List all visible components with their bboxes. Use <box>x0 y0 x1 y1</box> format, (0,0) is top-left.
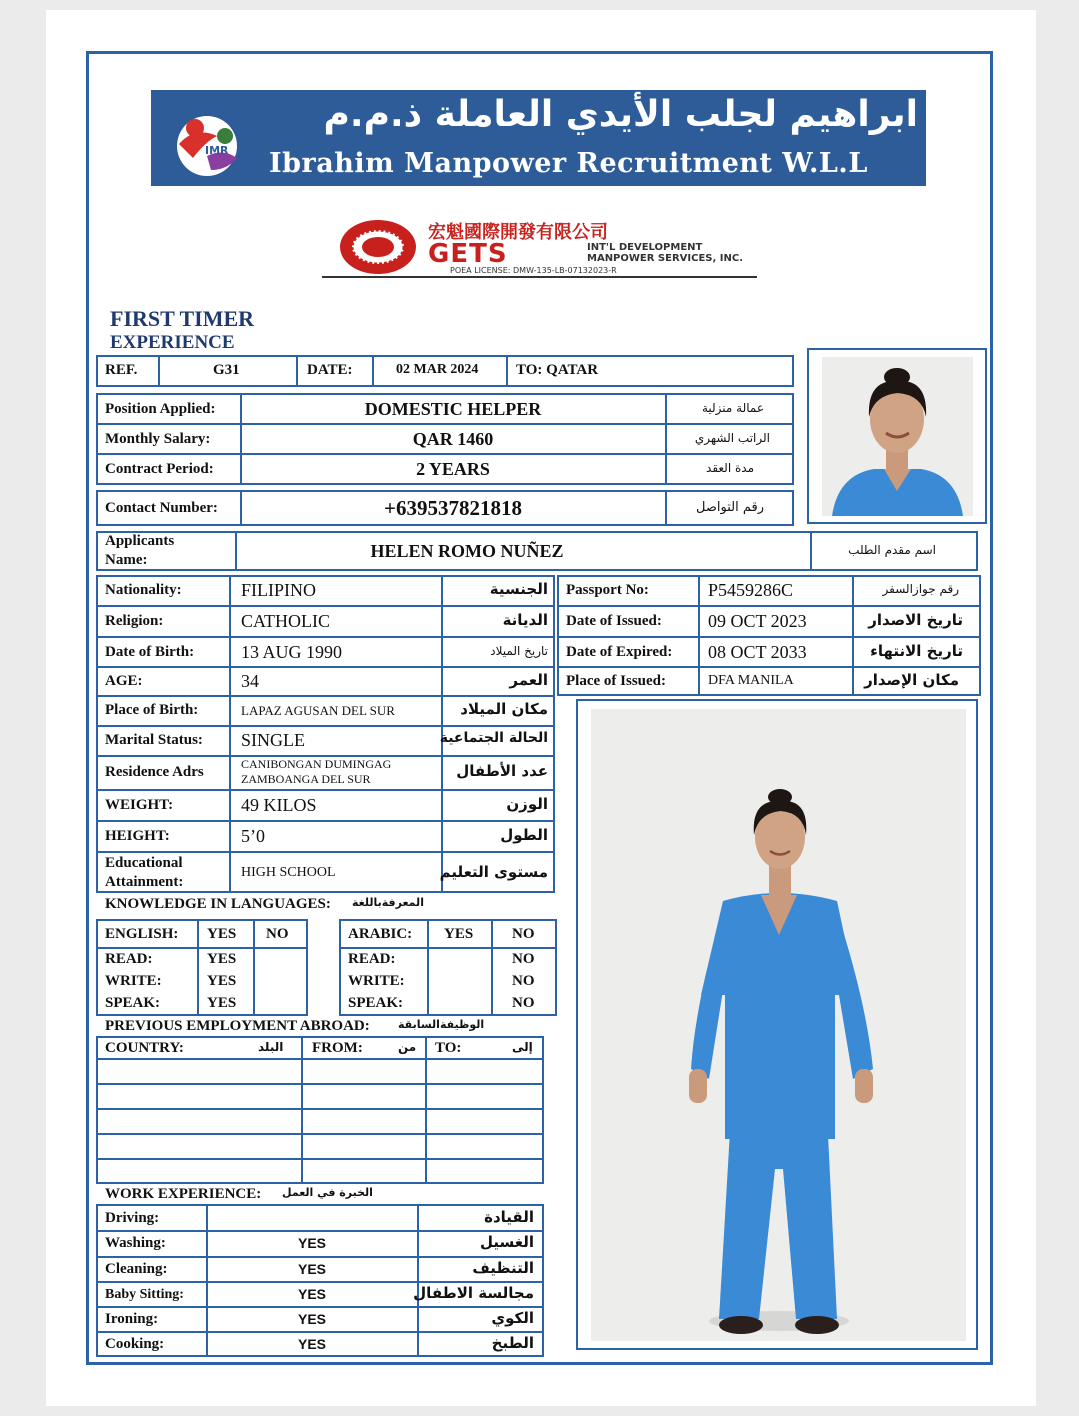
washing-label: Washing: <box>105 1235 166 1251</box>
imr-logo-text: IMR <box>205 144 229 157</box>
residence-arabic: عدد الأطفال <box>456 762 548 780</box>
place-of-birth-label: Place of Birth: <box>105 702 199 718</box>
english-write-label: WRITE: <box>105 973 162 989</box>
company-banner <box>151 90 926 186</box>
arabic-read-label: READ: <box>348 951 396 967</box>
place-of-birth-value: LAPAZ AGUSAN DEL SUR <box>241 703 395 718</box>
languages-heading: KNOWLEDGE IN LANGUAGES: <box>105 896 331 912</box>
education-arabic: مستوى التعليم <box>439 863 548 881</box>
english-read-label: READ: <box>105 951 153 967</box>
contact-label: Contact Number: <box>105 500 218 516</box>
contact-value: +639537821818 <box>384 496 522 520</box>
position-value: DOMESTIC HELPER <box>364 399 542 419</box>
religion-label: Religion: <box>105 613 164 629</box>
ironing-label: Ironing: <box>105 1311 159 1327</box>
expiry-date-label: Date of Expired: <box>566 644 673 660</box>
issue-place-arabic: مكان الإصدار <box>864 671 959 689</box>
residence-value-line1: CANIBONGAN DUMINGAG <box>241 757 392 771</box>
ironing-value: YES <box>297 1311 326 1327</box>
ref-label: REF. <box>105 362 138 378</box>
position-arabic: عمالة منزلية <box>701 401 764 415</box>
religion-arabic: الديانة <box>502 611 548 629</box>
contract-arabic: مدة العقد <box>706 461 754 475</box>
english-yes-header: YES <box>207 926 237 942</box>
cleaning-value: YES <box>297 1261 326 1277</box>
dob-value: 13 AUG 1990 <box>241 642 343 662</box>
age-label: AGE: <box>105 673 143 689</box>
education-value: HIGH SCHOOL <box>241 865 336 880</box>
employment-to-arabic: إلى <box>512 1040 533 1054</box>
height-value: 5’0 <box>241 826 265 846</box>
arabic-write-label: WRITE: <box>348 973 405 989</box>
arabic-speak-value: NO <box>512 995 535 1011</box>
marital-status-value: SINGLE <box>241 730 305 750</box>
arabic-speak-label: SPEAK: <box>348 995 404 1011</box>
washing-arabic: الغسيل <box>479 1233 534 1251</box>
company-name-english: Ibrahim Manpower Recruitment W.L.L <box>269 148 868 179</box>
baby-sitting-value: YES <box>297 1286 326 1302</box>
place-of-birth-arabic: مكان الميلاد <box>460 700 548 718</box>
work-heading-arabic: الخبرة في العمل <box>282 1186 373 1199</box>
date-value: 02 MAR 2024 <box>396 362 479 377</box>
employment-to-label: TO: <box>435 1040 462 1056</box>
date-label: DATE: <box>307 362 353 378</box>
english-read-value: YES <box>207 951 237 967</box>
company-name-arabic: ابراهيم لجلب الأيدي العاملة ذ.م.م <box>323 94 918 135</box>
gets-chinese-name: 宏魁國際開發有限公司 <box>428 222 608 243</box>
education-label-line2: Attainment: <box>105 874 184 890</box>
cooking-arabic: الطبخ <box>491 1334 534 1352</box>
cooking-value: YES <box>297 1336 326 1352</box>
arabic-read-value: NO <box>512 951 535 967</box>
salary-value: QAR 1460 <box>412 429 494 449</box>
marital-status-label: Marital Status: <box>105 732 203 748</box>
english-label: ENGLISH: <box>105 926 179 942</box>
work-heading: WORK EXPERIENCE: <box>105 1186 262 1202</box>
english-no-header: NO <box>266 926 289 942</box>
employment-from-label: FROM: <box>312 1040 363 1056</box>
cleaning-arabic: التنظيف <box>472 1259 534 1277</box>
applicant-portrait-photo <box>822 357 973 516</box>
gets-underline <box>322 276 757 278</box>
contract-value: 2 YEARS <box>416 459 490 479</box>
position-label: Position Applied: <box>105 401 216 417</box>
arabic-no-header: NO <box>512 926 535 942</box>
gets-logo <box>322 212 757 278</box>
destination: TO: QATAR <box>516 362 599 378</box>
height-arabic: الطول <box>500 826 548 844</box>
issue-place-label: Place of Issued: <box>566 673 666 689</box>
driving-arabic: القيادة <box>484 1208 534 1226</box>
ironing-arabic: الكوي <box>491 1309 534 1327</box>
weight-value: 49 KILOS <box>241 795 317 815</box>
applicant-name-arabic: اسم مقدم الطلب <box>848 543 936 557</box>
contact-arabic: رقم التواصل <box>696 500 764 515</box>
arabic-yes-header: YES <box>444 926 474 942</box>
english-write-value: YES <box>207 973 237 989</box>
issue-place-value: DFA MANILA <box>708 673 794 688</box>
issue-date-value: 09 OCT 2023 <box>708 611 807 631</box>
issue-date-arabic: تاريخ الاصدار <box>868 611 963 629</box>
religion-value: CATHOLIC <box>241 611 330 631</box>
driving-label: Driving: <box>105 1210 160 1226</box>
english-speak-value: YES <box>207 995 237 1011</box>
gets-license: POEA LICENSE: DMW-135-LB-07132023-R <box>450 266 617 275</box>
form-title: FIRST TIMER <box>110 306 255 331</box>
expiry-date-arabic: تاريخ الانتهاء <box>870 642 963 660</box>
employment-country-arabic: البلد <box>258 1040 284 1054</box>
employment-from-arabic: من <box>398 1040 417 1054</box>
applicant-label-line1: Applicants <box>105 533 175 549</box>
residence-value-line2: ZAMBOANGA DEL SUR <box>241 772 371 786</box>
education-label-line1: Educational <box>105 855 183 871</box>
imr-logo-icon <box>165 106 249 180</box>
residence-label: Residence Adrs <box>105 764 204 780</box>
passport-no-value: P5459286C <box>708 580 794 600</box>
languages-heading-arabic: المعرفةباللغة <box>352 896 424 909</box>
nationality-value: FILIPINO <box>241 580 316 600</box>
marital-status-arabic: الحالة الجتماعية <box>439 730 548 746</box>
issue-date-label: Date of Issued: <box>566 613 662 629</box>
age-value: 34 <box>241 671 259 691</box>
arabic-label: ARABIC: <box>348 926 413 942</box>
gets-line2: MANPOWER SERVICES, INC. <box>587 253 744 264</box>
gets-name: GETS <box>428 239 508 269</box>
baby-sitting-label: Baby Sitting: <box>105 1287 184 1302</box>
contract-label: Contract Period: <box>105 461 214 477</box>
washing-value: YES <box>297 1235 326 1251</box>
nationality-label: Nationality: <box>105 582 182 598</box>
age-arabic: العمر <box>509 671 548 689</box>
applicant-name-value: HELEN ROMO NUÑEZ <box>370 541 564 561</box>
salary-label: Monthly Salary: <box>105 431 211 447</box>
cleaning-label: Cleaning: <box>105 1261 168 1277</box>
nationality-arabic: الجنسية <box>489 580 548 598</box>
employment-heading-arabic: الوظيفةالسابقة <box>398 1018 485 1031</box>
baby-sitting-arabic: مجالسة الاطفال <box>413 1284 534 1302</box>
passport-no-label: Passport No: <box>566 582 649 598</box>
gets-emblem-icon <box>336 214 426 280</box>
weight-label: WEIGHT: <box>105 797 174 813</box>
gets-line1: INT'L DEVELOPMENT <box>587 242 703 253</box>
english-speak-label: SPEAK: <box>105 995 161 1011</box>
passport-no-arabic: رقم جوازالسفر <box>882 582 959 596</box>
ref-value: G31 <box>213 362 240 378</box>
applicant-label-line2: Name: <box>105 552 148 568</box>
employment-heading: PREVIOUS EMPLOYMENT ABROAD: <box>105 1018 370 1034</box>
expiry-date-value: 08 OCT 2033 <box>708 642 807 662</box>
height-label: HEIGHT: <box>105 828 170 844</box>
cooking-label: Cooking: <box>105 1336 165 1352</box>
form-subtitle: EXPERIENCE <box>110 332 235 353</box>
employment-country-label: COUNTRY: <box>105 1040 184 1056</box>
salary-arabic: الراتب الشهري <box>694 431 770 445</box>
weight-arabic: الوزن <box>506 795 548 813</box>
applicant-full-body-photo <box>591 709 966 1341</box>
dob-label: Date of Birth: <box>105 644 195 660</box>
arabic-write-value: NO <box>512 973 535 989</box>
dob-arabic: تاريخ الميلاد <box>490 644 548 658</box>
